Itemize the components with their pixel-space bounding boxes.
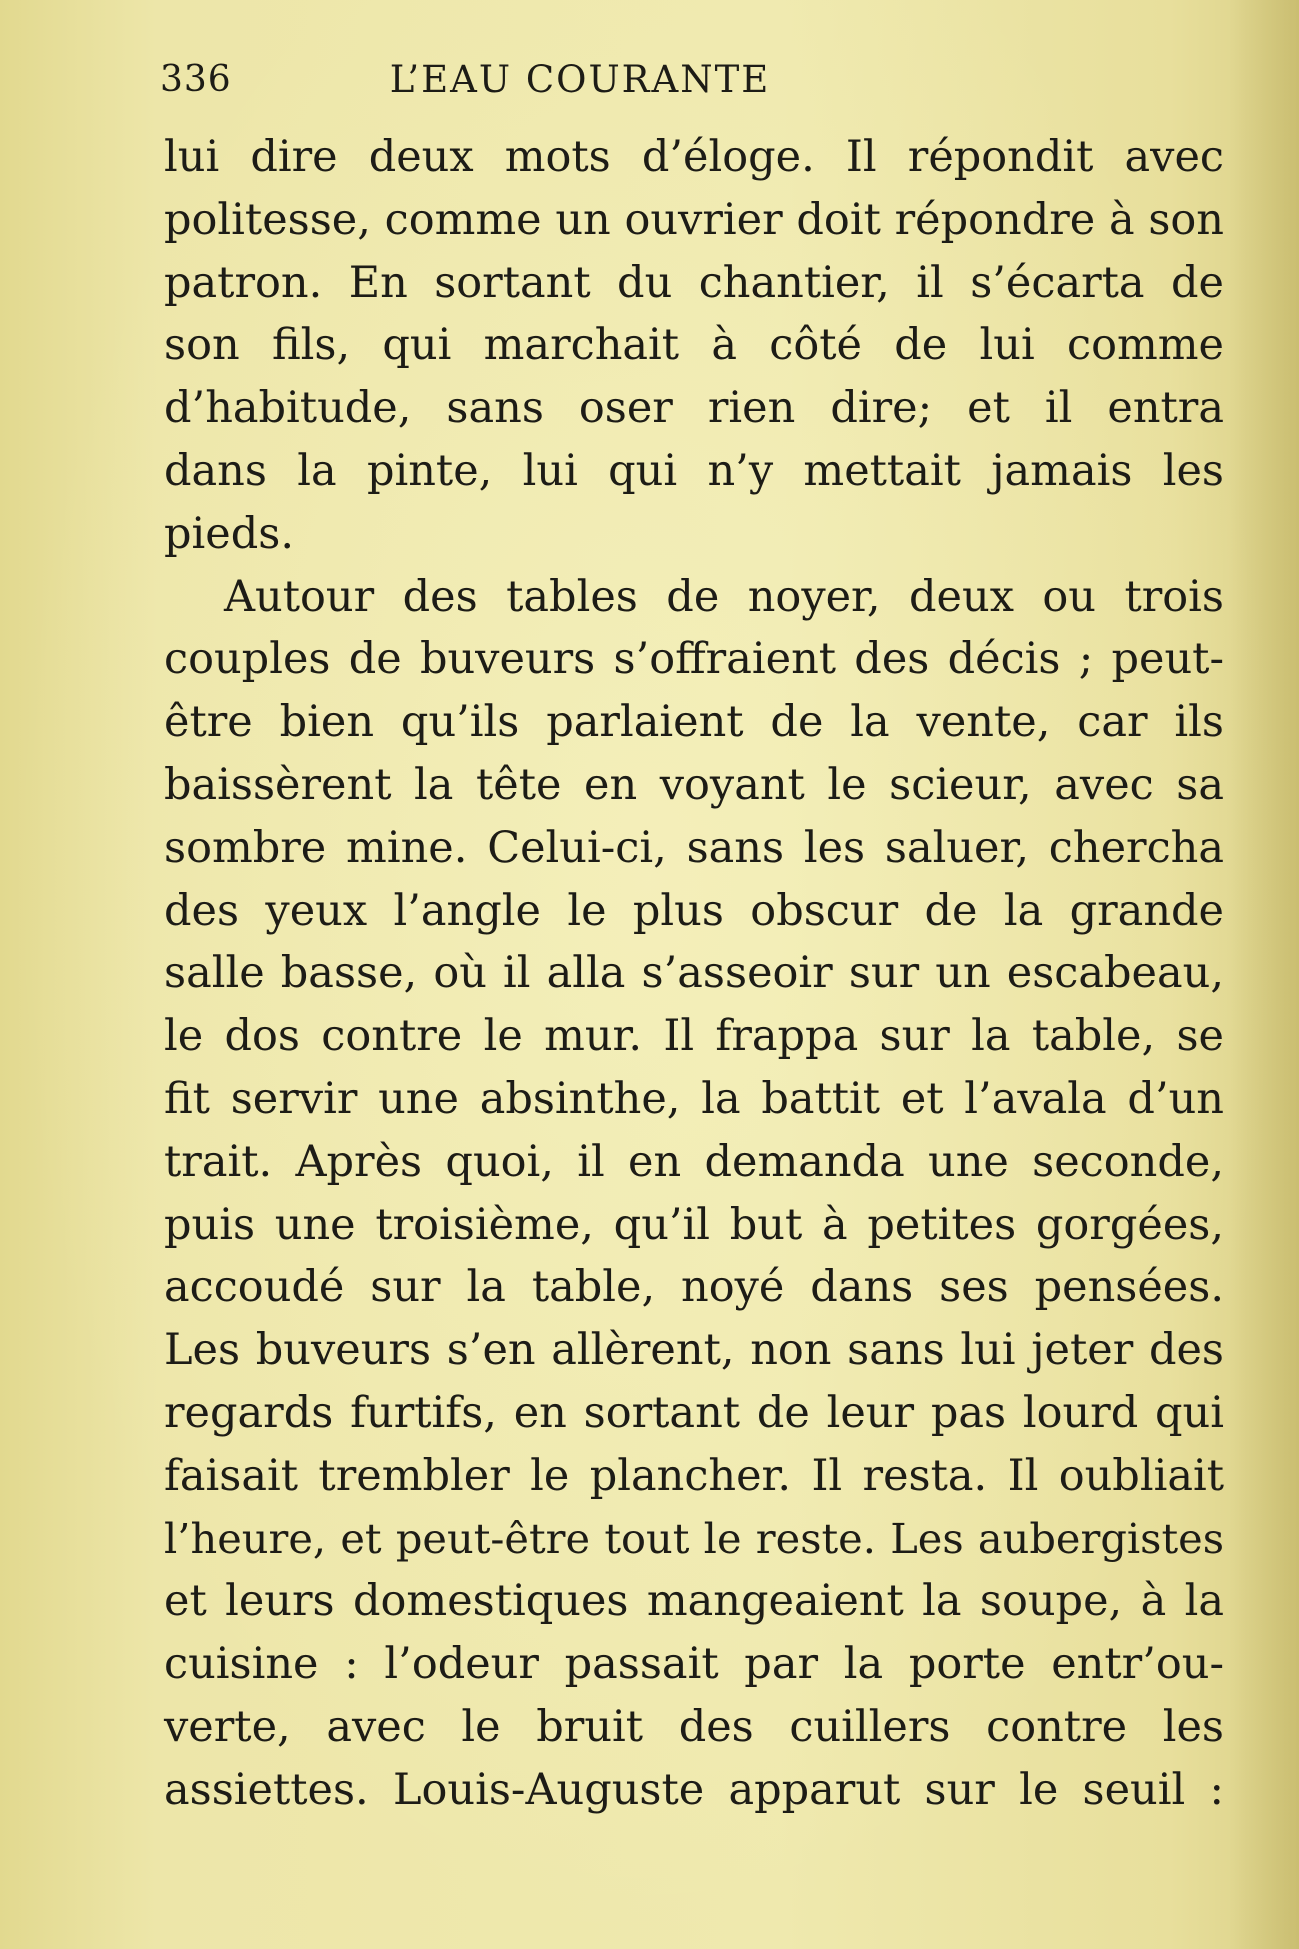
text-line: le dos contre le mur. Il frappa sur la table, se <box>164 1011 1224 1062</box>
text-line: lui dire deux mots d’éloge. Il répondit avec <box>164 132 1224 182</box>
text-line: Les buveurs s’en allèrent, non sans lui jeter des <box>164 1325 1224 1376</box>
body-text <box>164 126 1224 1822</box>
text-line: regards furtifs, en sortant de leur pas lourd qui <box>164 1387 1224 1438</box>
text-line: cuisine : l’odeur passait par la porte entr’ou- <box>164 1639 1224 1690</box>
text-line: puis une troisième, qu’il but à petites gorgées, <box>164 1199 1224 1250</box>
text-line: verte, avec le bruit des cuillers contre les <box>164 1701 1224 1752</box>
text-line: couples de buveurs s’offraient des décis ; peut- <box>164 634 1224 685</box>
text-line: faisait trembler le plancher. Il resta. Il oubliait <box>164 1450 1224 1501</box>
text-line: être bien qu’ils parlaient de la vente, car ils <box>164 697 1224 748</box>
text-line: pieds. <box>164 508 294 559</box>
page-number: 336 <box>160 59 232 100</box>
text-line: d’habitude, sans oser rien dire; et il entra <box>164 383 1224 434</box>
text-line: assiettes. Louis-Auguste apparut sur le seuil : <box>164 1764 1224 1815</box>
text-line: sombre mine. Celui-ci, sans les saluer, chercha <box>164 822 1224 873</box>
text-line: politesse, comme un ouvrier doit répondre à son <box>164 194 1224 245</box>
text-line: l’heure, et peut-être tout le reste. Les aubergistes <box>164 1513 1224 1563</box>
gutter-shadow <box>1229 0 1299 1949</box>
text-line: trait. Après quoi, il en demanda une seconde, <box>164 1136 1224 1187</box>
text-line: des yeux l’angle le plus obscur de la grande <box>164 885 1224 936</box>
text-line: dans la pinte, lui qui n’y mettait jamais les <box>164 445 1224 496</box>
text-line: son fils, qui marchait à côté de lui comme <box>164 320 1224 371</box>
text-line: salle basse, où il alla s’asseoir sur un escabeau, <box>164 948 1224 999</box>
running-head <box>160 50 880 110</box>
text-line: accoudé sur la table, noyé dans ses pensées. <box>164 1262 1224 1313</box>
text-line: baissèrent la tête en voyant le scieur, avec sa <box>164 759 1224 810</box>
text-line: fit servir une absinthe, la battit et l’avala d’un <box>164 1073 1224 1124</box>
text-line: Autour des tables de noyer, deux ou trois <box>224 571 1224 622</box>
text-line: patron. En sortant du chantier, il s’écarta de <box>164 257 1224 308</box>
text-line: et leurs domestiques mangeaient la soupe, à la <box>164 1576 1224 1627</box>
running-title: L’EAU COURANTE <box>389 58 771 101</box>
